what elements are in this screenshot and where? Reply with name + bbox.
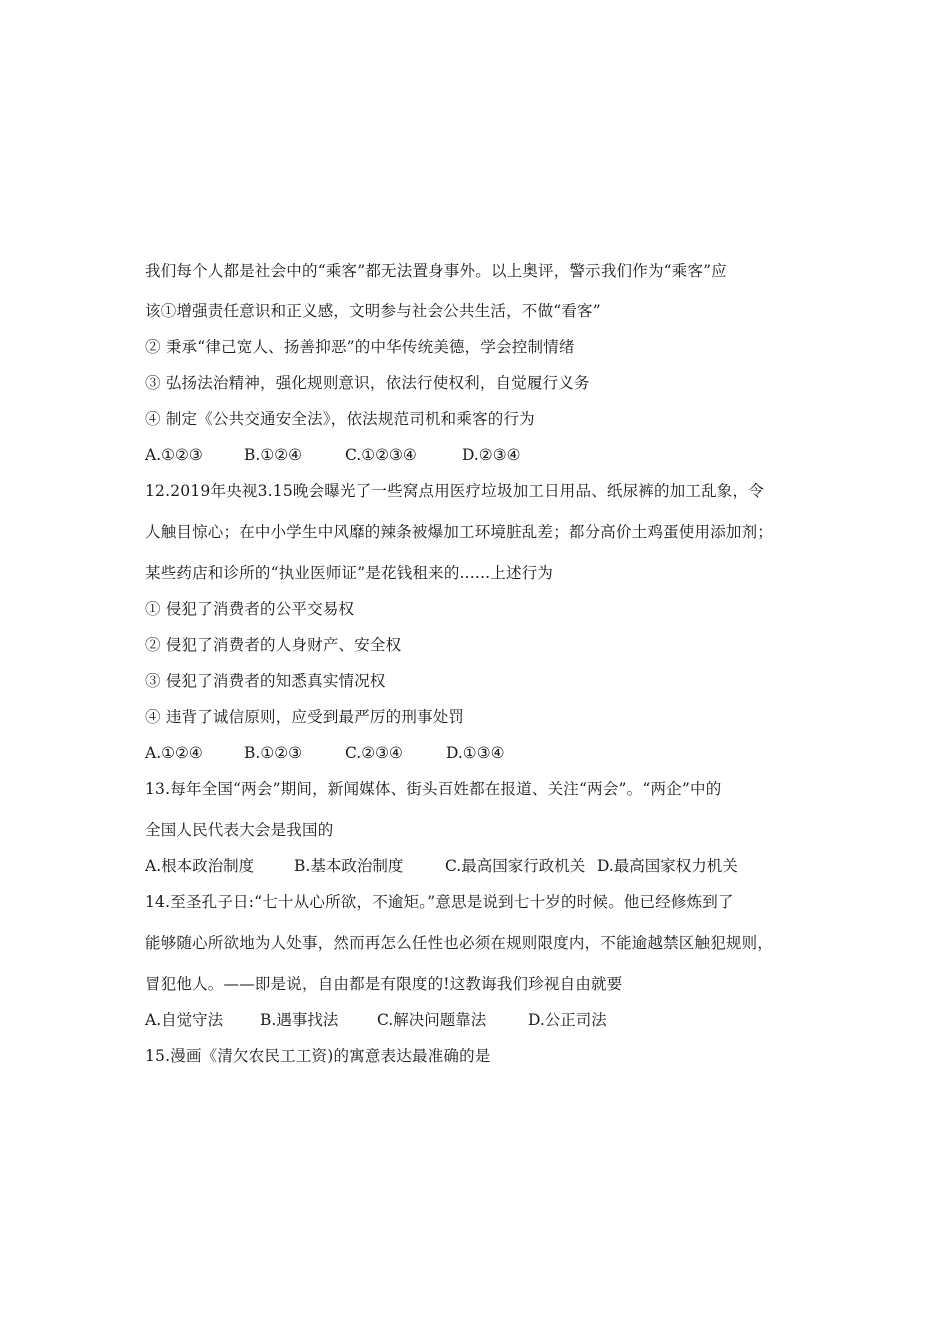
q11-options (145, 445, 521, 465)
q11-option-b: B.①②④ (244, 446, 303, 464)
q13-options (145, 856, 738, 876)
q13-stem-line-2: 全国人民代表大会是我国的 (145, 821, 334, 839)
q13-option-d: D.最高国家权力机关 (597, 857, 738, 875)
q11-option-c: C.①②③④ (345, 446, 417, 464)
q14-option-c: C.解决问题靠法 (377, 1011, 487, 1029)
q12-item-4: ④ 违背了诚信原则，应受到最严厉的刑事处罚 (145, 708, 465, 726)
q12-option-b: B.①②③ (244, 744, 303, 762)
q13-stem-line-1: 13.每年全国“两会”期间，新闻媒体、街头百姓都在报道、关注“两会”。“两企”中的 (145, 780, 722, 798)
q11-stem-line-2: 该①增强责任意识和正义感，文明参与社会公共生活，不做“看客” (145, 302, 601, 320)
q15-stem-line-1: 15.漫画《清欠农民工工资)的寓意表达最准确的是 (145, 1047, 491, 1065)
q11-item-2: ② 秉承“律己宽人、扬善抑恶”的中华传统美德，学会控制情绪 (145, 338, 575, 356)
q14-options (145, 1010, 607, 1030)
q11-stem-line-1: 我们每个人都是社会中的“乘客”都无法置身事外。以上奥评，警示我们作为“乘客”应 (145, 262, 727, 280)
q12-option-c: C.②③④ (345, 744, 403, 762)
q12-option-d: D.①③④ (446, 744, 505, 762)
q14-stem-line-1: 14.至圣孔子日:“七十从心所欲，不逾矩。”意思是说到七十岁的时候。他已经修炼到了 (145, 893, 734, 911)
q11-option-d: D.②③④ (462, 446, 521, 464)
q12-item-3: ③ 侵犯了消费者的知悉真实情况权 (145, 672, 386, 690)
q14-stem-line-2: 能够随心所欲地为人处事，然而再怎么任性也必须在规则限度内，不能逾越禁区触犯规则， (145, 934, 774, 952)
q13-option-a: A.根本政治制度 (145, 857, 255, 875)
q11-item-3: ③ 弘扬法治精神，强化规则意识，依法行使权利，自觉履行义务 (145, 374, 590, 392)
q14-option-a: A.自觉守法 (145, 1011, 224, 1029)
q12-stem-line-3: 某些药店和诊所的“执业医师证”是花钱租来的......上述行为 (145, 564, 554, 582)
q13-option-b: B.基本政治制度 (294, 857, 404, 875)
q14-stem-line-3: 冒犯他人。——即是说，自由都是有限度的!这教诲我们珍视自由就要 (145, 975, 623, 993)
q12-item-2: ② 侵犯了消费者的人身财产、安全权 (145, 636, 402, 654)
q12-options (145, 743, 505, 763)
q12-option-a: A.①②④ (145, 744, 203, 762)
q12-item-1: ① 侵犯了消费者的公平交易权 (145, 600, 355, 618)
q12-stem-line-1: 12.2019年央视3.15晚会曝光了一些窝点用医疗垃圾加工日用品、纸尿裤的加工乱象，令 (145, 482, 764, 500)
q11-option-a: A.①②③ (145, 446, 203, 464)
q14-option-b: B.遇事找法 (260, 1011, 339, 1029)
q14-option-d: D.公正司法 (528, 1011, 607, 1029)
q13-option-c: C.最高国家行政机关 (445, 857, 586, 875)
q11-item-4: ④ 制定《公共交通安全法》，依法规范司机和乘客的行为 (145, 410, 535, 428)
q12-stem-line-2: 人触目惊心；在中小学生中风靡的辣条被爆加工环境脏乱差；都分高价土鸡蛋使用添加剂； (145, 523, 774, 541)
